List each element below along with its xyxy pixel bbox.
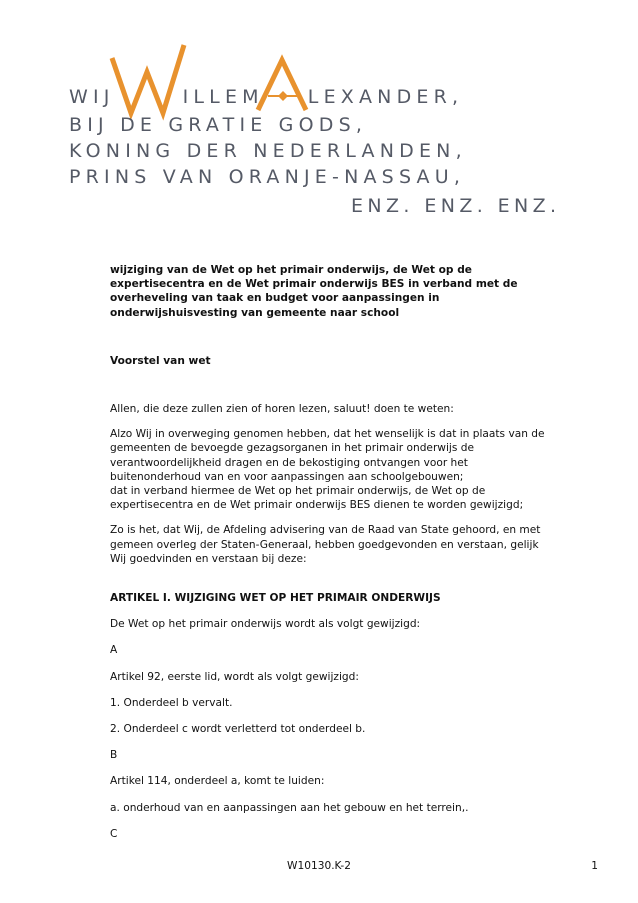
footer-document-id: W10130.K-2 [287,860,351,872]
preamble: Allen, die deze zullen zien of horen lezen, saluut! doen te weten: [110,403,454,416]
list-item-1: 1. Onderdeel b vervalt. [110,696,233,709]
article-intro: De Wet op het primair onderwijs wordt als volgt gewijzigd: [110,618,421,631]
letterhead-illem: ILLEM [182,86,264,108]
part-c: C [110,827,118,840]
consideration-1: Alzo Wij in overweging genomen hebben, dat het wenselijk is dat in plaats van de gemeenten de bevoegde gezagsorganen in het primair onderwijs de verantwoordelijkheid dragen en de bekostiging ontvangen voor het buitenonderhoud van en voor aanpassingen aan schoolgebouwen; [110,428,545,483]
royal-letterhead [0,0,638,230]
part-a: A [110,644,118,657]
letterhead-wij: WIJ [69,86,115,108]
letterhead-lexander: LEXANDER, [307,86,464,108]
part-b: B [110,749,118,762]
list-item-a: a. onderhoud van en aanpassingen aan het gebouw en het terrein,. [110,801,469,814]
document-subtitle: Voorstel van wet [110,354,211,367]
letterhead-line-5: ENZ. ENZ. ENZ. [351,195,561,217]
footer-page-number: 1 [591,860,598,872]
enactment-clause: Zo is het, dat Wij, de Afdeling advisering van de Raad van State gehoord, en met gemeen overleg der Staten-Generaal, hebben goedgevonden en verstaan, gelijk Wij goedvinden en verstaan bij deze: [110,524,541,565]
consideration-2: dat in verband hiermee de Wet op het primair onderwijs, de Wet op de expertisecentra en de Wet primair onderwijs BES dienen te worden gewijzigd; [110,485,524,512]
article-heading: ARTIKEL I. WIJZIGING WET OP HET PRIMAIR ONDERWIJS [110,592,441,605]
letterhead-line-2: BIJ DE GRATIE GODS, [69,114,368,136]
letterhead-line-3: KONING DER NEDERLANDEN, [69,140,467,162]
article-114: Artikel 114, onderdeel a, komt te luiden: [110,775,325,788]
document-title: wijziging van de Wet op het primair onderwijs, de Wet op de expertisecentra en de Wet primair onderwijs BES in verband met de overheveling van taak en budget voor aanpassingen in onderwijshuisvesting van gemeente naar school [110,264,518,319]
letterhead-line-4: PRINS VAN ORANJE-NASSAU, [69,166,466,188]
letterhead-line-1 [69,88,463,107]
document-body [110,263,550,841]
article-92: Artikel 92, eerste lid, wordt als volgt gewijzigd: [110,670,359,683]
list-item-2: 2. Onderdeel c wordt verletterd tot onderdeel b. [110,723,366,736]
